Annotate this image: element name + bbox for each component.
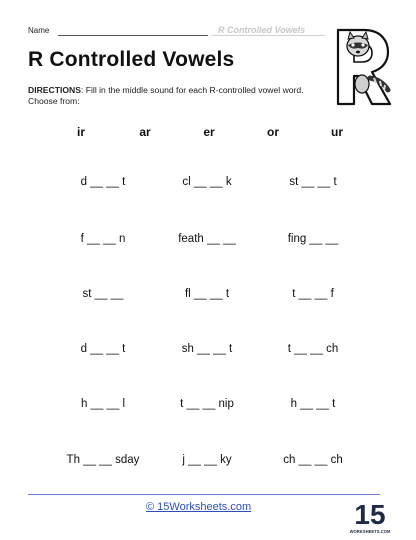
word-item: fl __ __ t	[184, 288, 230, 300]
word-item: st __ __ t	[289, 176, 337, 188]
directions	[28, 85, 328, 107]
word-item: cl __ __ k	[182, 176, 232, 188]
directions-label: DIRECTIONS	[28, 85, 81, 95]
word-item: t __ __ f	[292, 288, 334, 300]
word-item: Th __ __ sday	[66, 454, 140, 466]
word-item: sh __ __ t	[181, 343, 233, 355]
word-item: f __ __ n	[80, 233, 126, 245]
word-item: j __ __ ky	[182, 454, 232, 466]
choice-item: or	[267, 125, 279, 139]
header-title: R Controlled Vowels	[218, 25, 306, 35]
header-rule	[212, 35, 325, 36]
logo-caption: WORKSHEETS.COM	[350, 529, 390, 534]
word-item: h __ __ l	[80, 398, 126, 410]
name-line[interactable]	[58, 35, 208, 36]
word-item: d __ __ t	[80, 343, 126, 355]
choice-item: er	[203, 125, 215, 139]
choice-bank	[0, 125, 416, 141]
copyright-link[interactable]: © 15Worksheets.com	[146, 501, 252, 513]
word-item: st __ __	[82, 288, 124, 300]
letter-r-raccoon-icon	[332, 24, 394, 113]
word-item: feath __ __	[178, 233, 236, 245]
footer-rule	[28, 494, 380, 495]
word-item: ch __ __ ch	[283, 454, 343, 466]
page-title: R Controlled Vowels	[28, 48, 235, 71]
word-item: h __ __ t	[290, 398, 336, 410]
word-item: t __ __ nip	[180, 398, 234, 410]
logo-number: 15	[354, 499, 386, 530]
word-item: fing __ __	[287, 233, 339, 245]
name-label: Name	[28, 26, 50, 35]
word-item: t __ __ ch	[287, 343, 339, 355]
choice-item: ur	[331, 125, 343, 139]
choice-item: ar	[139, 125, 151, 139]
directions-text: : Fill in the middle sound for each R-controlled vowel word. Choose from:	[28, 85, 304, 106]
fifteen-worksheets-logo-icon	[350, 497, 390, 540]
word-item: d __ __ t	[80, 176, 126, 188]
choice-item: ir	[76, 125, 86, 139]
